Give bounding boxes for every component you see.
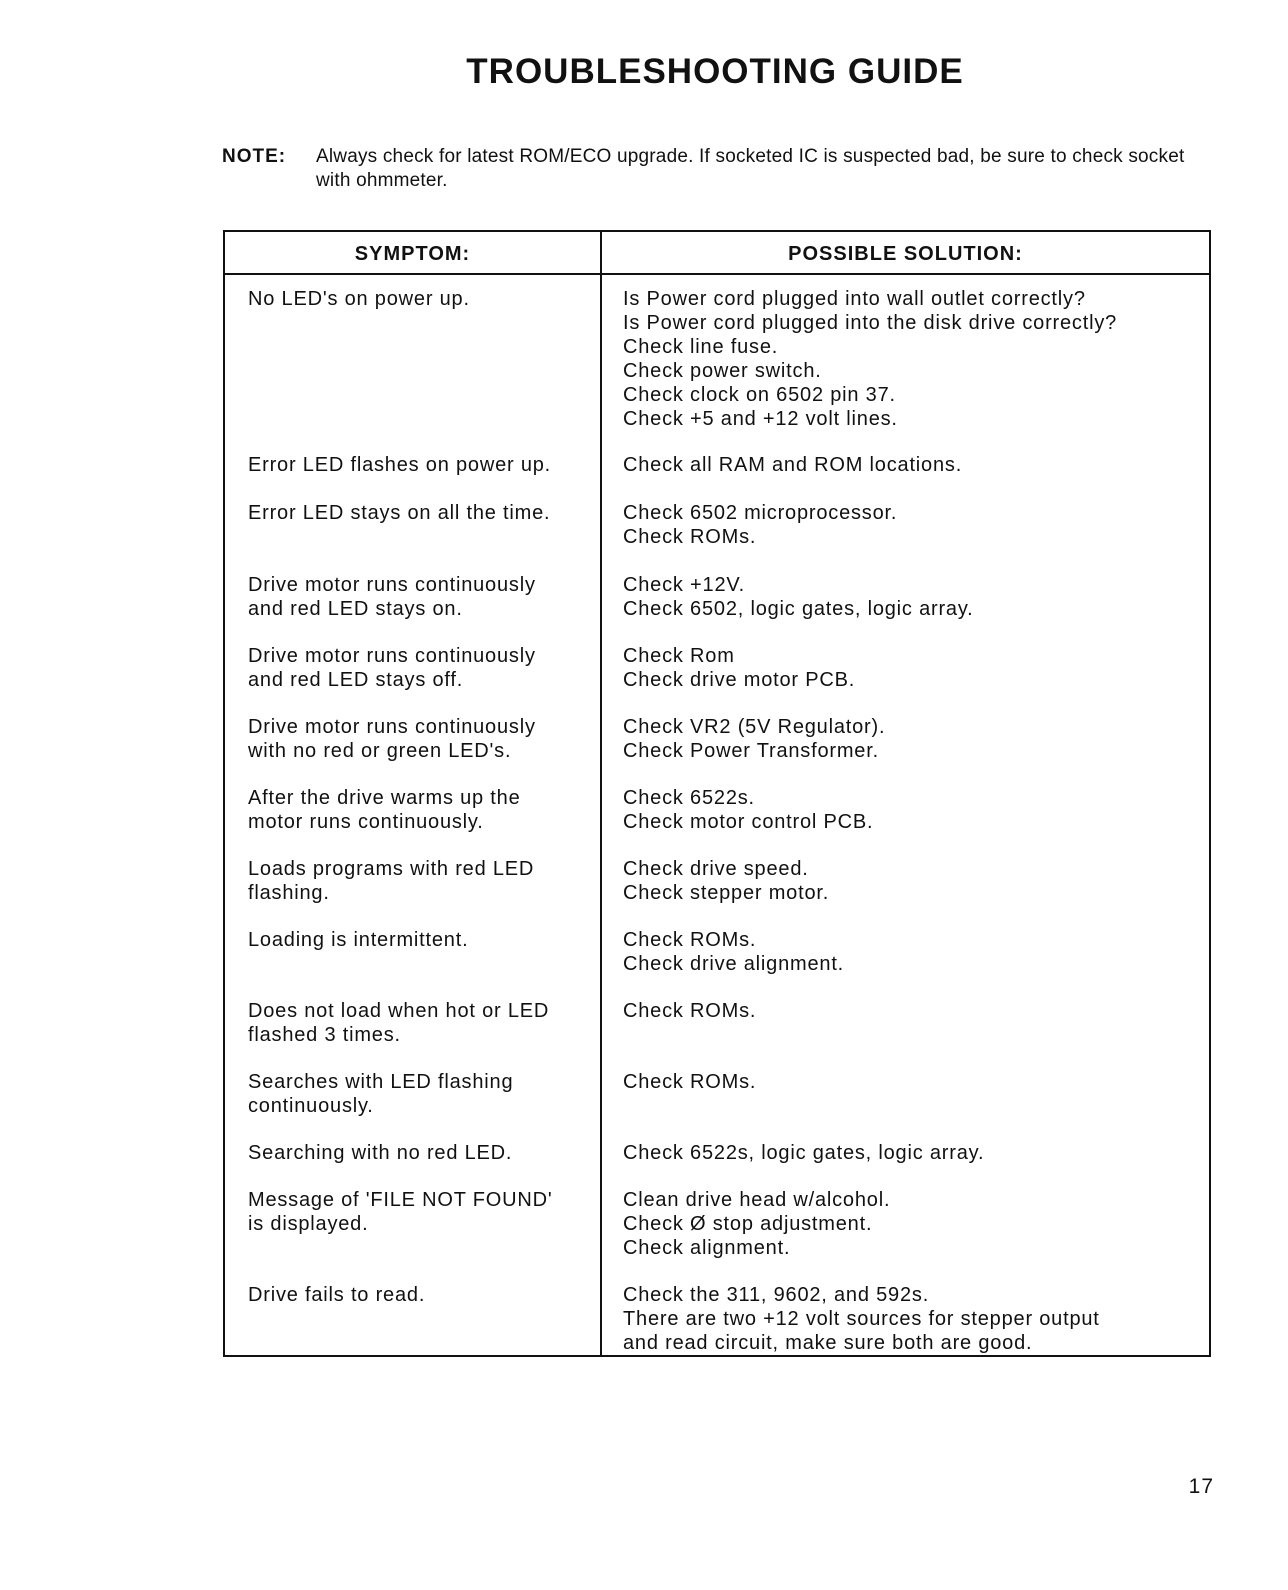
symptom-line: Loading is intermittent.: [248, 929, 469, 951]
symptom-cell: [248, 1141, 593, 1165]
solution-cell: [623, 501, 1208, 549]
symptom-line: Searches with LED flashing: [248, 1071, 514, 1093]
symptom-cell: [248, 928, 593, 952]
solution-cell: [623, 786, 1208, 834]
solution-cell: [623, 644, 1208, 692]
solution-line: Check drive speed.: [623, 858, 809, 880]
solution-line: Check Rom: [623, 645, 735, 667]
solution-line: Check ROMs.: [623, 929, 757, 951]
symptom-cell: [248, 857, 593, 905]
solution-line: Check the 311, 9602, and 592s.: [623, 1284, 930, 1306]
solution-line: Check +12V.: [623, 574, 746, 596]
solution-line: Check clock on 6502 pin 37.: [623, 384, 896, 406]
solution-line: Check 6502 microprocessor.: [623, 502, 898, 524]
solution-column-header: POSSIBLE SOLUTION:: [788, 243, 1023, 265]
symptom-line: with no red or green LED's.: [248, 740, 512, 762]
troubleshooting-table: [223, 230, 1211, 1357]
page-number: 17: [1188, 1475, 1214, 1498]
symptom-cell: [248, 453, 593, 477]
solution-line: Check 6522s, logic gates, logic array.: [623, 1142, 985, 1164]
solution-line: Clean drive head w/alcohol.: [623, 1189, 891, 1211]
symptom-cell: [248, 1188, 593, 1236]
solution-line: Check ROMs.: [623, 1071, 757, 1093]
symptom-cell: [248, 287, 593, 311]
symptom-line: and red LED stays off.: [248, 669, 464, 691]
symptom-line: Drive motor runs continuously: [248, 574, 536, 596]
solution-line: Check +5 and +12 volt lines.: [623, 408, 898, 430]
solution-line: Check Power Transformer.: [623, 740, 879, 762]
solution-line: Check drive alignment.: [623, 953, 845, 975]
symptom-line: Searching with no red LED.: [248, 1142, 513, 1164]
solution-line: Is Power cord plugged into wall outlet correctly?: [623, 288, 1086, 310]
symptom-cell: [248, 644, 593, 692]
solution-cell: [623, 715, 1208, 763]
symptom-line: Loads programs with red LED: [248, 858, 535, 880]
solution-cell: [623, 928, 1208, 976]
solution-line: Check all RAM and ROM locations.: [623, 454, 963, 476]
solution-line: Check Ø stop adjustment.: [623, 1213, 873, 1235]
solution-line: Check drive motor PCB.: [623, 669, 856, 691]
solution-cell: [623, 1283, 1208, 1355]
solution-line: Check ROMs.: [623, 526, 757, 548]
solution-line: There are two +12 volt sources for stepper output: [623, 1308, 1100, 1330]
solution-cell: [623, 1070, 1208, 1094]
symptom-line: Drive motor runs continuously: [248, 645, 536, 667]
solution-line: Check ROMs.: [623, 1000, 757, 1022]
solution-line: Check power switch.: [623, 360, 822, 382]
symptom-cell: [248, 1070, 593, 1118]
symptom-cell: [248, 501, 593, 525]
solution-line: Is Power cord plugged into the disk drive correctly?: [623, 312, 1118, 334]
solution-cell: [623, 453, 1208, 477]
solution-cell: [623, 1188, 1208, 1260]
solution-line: Check line fuse.: [623, 336, 779, 358]
symptom-line: flashed 3 times.: [248, 1024, 401, 1046]
column-divider: [600, 232, 602, 1355]
solution-cell: [623, 857, 1208, 905]
solution-line: Check stepper motor.: [623, 882, 830, 904]
symptom-cell: [248, 999, 593, 1047]
symptom-line: Drive fails to read.: [248, 1284, 426, 1306]
symptom-line: Error LED flashes on power up.: [248, 454, 552, 476]
symptom-line: flashing.: [248, 882, 330, 904]
solution-line: and read circuit, make sure both are good.: [623, 1332, 1033, 1354]
solution-cell: [623, 999, 1208, 1023]
symptom-line: No LED's on power up.: [248, 288, 470, 310]
solution-line: Check VR2 (5V Regulator).: [623, 716, 886, 738]
solution-cell: [623, 1141, 1208, 1165]
symptom-line: Drive motor runs continuously: [248, 716, 536, 738]
symptom-line: Error LED stays on all the time.: [248, 502, 551, 524]
note-label: NOTE:: [222, 146, 287, 167]
solution-cell: [623, 287, 1208, 431]
symptom-cell: [248, 573, 593, 621]
symptom-line: Message of 'FILE NOT FOUND': [248, 1189, 553, 1211]
symptom-line: is displayed.: [248, 1213, 369, 1235]
solution-cell: [623, 573, 1208, 621]
note-text: Always check for latest ROM/ECO upgrade. If socketed IC is suspected bad, be sure to check socket with ohmmeter.: [316, 146, 1185, 191]
header-rule: [225, 273, 1209, 275]
solution-line: Check 6522s.: [623, 787, 755, 809]
symptom-cell: [248, 786, 593, 834]
symptom-column-header: SYMPTOM:: [354, 243, 471, 265]
note-block: [222, 145, 1222, 193]
symptom-line: and red LED stays on.: [248, 598, 463, 620]
symptom-line: motor runs continuously.: [248, 811, 484, 833]
symptom-line: continuously.: [248, 1095, 374, 1117]
page-title: TROUBLESHOOTING GUIDE: [466, 52, 964, 91]
symptom-line: After the drive warms up the: [248, 787, 521, 809]
solution-line: Check motor control PCB.: [623, 811, 874, 833]
symptom-cell: [248, 715, 593, 763]
symptom-cell: [248, 1283, 593, 1307]
solution-line: Check alignment.: [623, 1237, 791, 1259]
solution-line: Check 6502, logic gates, logic array.: [623, 598, 974, 620]
symptom-line: Does not load when hot or LED: [248, 1000, 550, 1022]
